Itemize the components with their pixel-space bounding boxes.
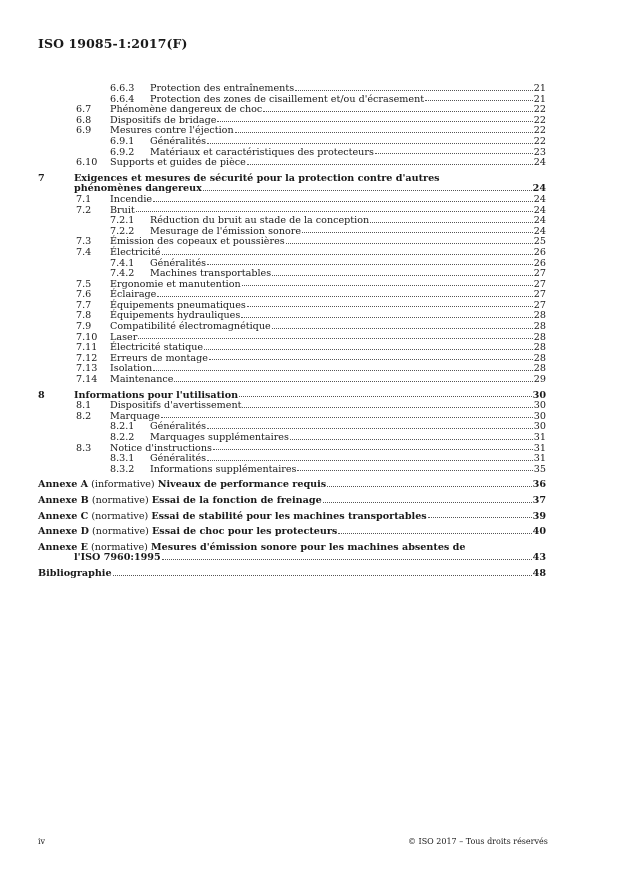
toc-title: Généralités	[150, 135, 207, 147]
toc-title: Incendie	[110, 193, 153, 205]
annex-label: Annexe C	[38, 510, 89, 522]
toc-page-number: 28	[533, 321, 546, 333]
leader-dots	[241, 317, 533, 318]
leader-dots	[174, 381, 532, 382]
toc-section-number: 7.4	[76, 246, 92, 258]
toc-page-number: 21	[533, 93, 546, 105]
toc-page-number: 35	[533, 463, 546, 475]
toc-title: Notice d'instructions	[110, 442, 212, 454]
toc-section-number: 6.9.2	[110, 146, 135, 158]
toc-page-number: 27	[533, 289, 546, 301]
toc-title: Compatibilité électromagnétique	[110, 321, 271, 333]
annex-kind: (normative)	[91, 541, 148, 553]
toc-title: Bruit	[110, 204, 135, 216]
toc-section-number: 7	[38, 172, 45, 184]
leader-dots	[242, 407, 532, 408]
toc-title: Matériaux et caractéristiques des protecteurs	[150, 146, 374, 158]
leader-dots	[272, 328, 533, 329]
toc-section-number: 7.13	[76, 363, 98, 375]
toc-page-number: 26	[533, 246, 546, 258]
toc-entry[interactable]	[38, 553, 546, 564]
leader-dots	[162, 254, 533, 255]
toc-annex-entry[interactable]	[38, 480, 546, 491]
toc-page-number: 27	[533, 268, 546, 280]
toc-section-number: 6.9.1	[110, 135, 135, 147]
toc-title: Marquages supplémentaires	[150, 432, 289, 443]
toc-section-number: 7.2.2	[110, 225, 135, 237]
annex-label: Annexe D	[38, 526, 89, 538]
annex-label: Annexe E	[38, 541, 88, 553]
leader-dots	[247, 164, 533, 165]
annex-title: Essai de la fonction de freinage	[151, 494, 322, 506]
toc-page-number: 27	[533, 299, 546, 311]
toc-section-number: 6.6.3	[110, 83, 135, 94]
toc-section-number: 7.9	[76, 321, 92, 333]
leader-dots	[153, 201, 533, 202]
toc-section-number: 8.2	[76, 410, 92, 422]
leader-dots	[272, 275, 533, 276]
annex-kind: (normative)	[91, 494, 149, 506]
toc-title: Électricité statique	[110, 342, 204, 354]
toc-page-number: 22	[533, 135, 546, 147]
leader-dots	[138, 338, 533, 339]
toc-page-number: 31	[533, 442, 546, 454]
toc-page-number: 30	[532, 389, 546, 401]
toc-page-number: 28	[533, 352, 546, 364]
toc-section-number: 8.2.1	[110, 421, 135, 433]
toc-page-number: 21	[533, 83, 546, 94]
leader-dots	[207, 428, 533, 429]
leader-dots	[295, 90, 533, 91]
leader-dots	[162, 559, 532, 560]
toc-title: Erreurs de montage	[110, 352, 208, 364]
toc-title: Maintenance	[110, 374, 174, 386]
toc-section-number: 7.11	[76, 342, 98, 354]
leader-dots	[425, 100, 533, 101]
toc-page-number: 26	[533, 257, 546, 269]
copyright-notice: © ISO 2017 – Tous droits réservés	[408, 837, 548, 846]
toc-title: Protection des zones de cisaillement et/ou d'écrasement	[150, 93, 425, 105]
toc-page-number: 39	[532, 510, 546, 522]
toc-page-number: 43	[532, 552, 546, 564]
toc-section-number: 7.1	[76, 193, 92, 205]
toc-page-number: 22	[533, 104, 546, 116]
toc-page-number: 23	[533, 146, 546, 158]
toc-section-number: 7.12	[76, 352, 98, 364]
toc-page-number: 28	[533, 310, 546, 322]
toc-page-number: 31	[533, 453, 546, 465]
toc-title: Dispositifs de bridage	[110, 114, 217, 126]
annex-kind: (normative)	[92, 526, 149, 538]
leader-dots	[235, 132, 533, 133]
table-of-contents	[38, 84, 546, 580]
toc-entry[interactable]	[38, 465, 546, 476]
annex-label: Annexe A	[38, 479, 89, 491]
toc-section-number: 7.4.1	[110, 257, 135, 269]
toc-section-number: 6.10	[76, 157, 98, 169]
toc-title: Machines transportables	[150, 268, 272, 280]
annex-title: Mesures d'émission sonore pour les machines absentes de	[150, 541, 466, 553]
leader-dots	[239, 396, 532, 397]
toc-page-number: 24	[533, 204, 546, 216]
toc-page-number: 24	[533, 225, 546, 237]
toc-section-number: 7.10	[76, 331, 98, 343]
toc-title: Mesures contre l'éjection	[110, 125, 234, 137]
toc-page-number: 40	[532, 526, 546, 538]
annex-label: Annexe B	[38, 494, 89, 506]
toc-annex-entry[interactable]	[38, 512, 546, 523]
toc-title: Électricité	[110, 246, 161, 258]
leader-dots	[161, 417, 533, 418]
toc-section-number: 7.4.2	[110, 268, 135, 280]
toc-title: l'ISO 7960:1995	[74, 552, 161, 564]
leader-dots	[203, 190, 532, 191]
toc-section-number: 7.14	[76, 374, 98, 386]
leader-dots	[113, 575, 532, 576]
toc-section-number: 8.3.1	[110, 453, 135, 465]
toc-page-number: 29	[533, 374, 546, 386]
toc-page-number: 27	[533, 278, 546, 290]
toc-page-number: 30	[533, 410, 546, 422]
leader-dots	[217, 121, 532, 122]
toc-section-number: 6.7	[76, 104, 92, 116]
toc-title: Supports et guides de pièce	[110, 157, 246, 169]
leader-dots	[207, 264, 533, 265]
toc-page-number: 31	[533, 432, 546, 443]
toc-title: Ergonomie et manutention	[110, 278, 241, 290]
leader-dots	[302, 232, 533, 233]
toc-page-number: 28	[533, 363, 546, 375]
toc-section-number: 7.2	[76, 204, 92, 216]
toc-section-number: 7.2.1	[110, 215, 135, 227]
leader-dots	[209, 359, 533, 360]
leader-dots	[157, 296, 532, 297]
annex-title: Essai de stabilité pour les machines transportables	[151, 510, 427, 522]
toc-title: Bibliographie	[38, 567, 112, 579]
leader-dots	[204, 349, 533, 350]
toc-section-number: 8.1	[76, 400, 92, 412]
toc-title: phénomènes dangereux	[74, 183, 202, 195]
toc-title: Dispositifs d'avertissement	[110, 400, 242, 412]
leader-dots	[136, 211, 533, 212]
leader-dots	[297, 470, 532, 471]
toc-page-number: 28	[533, 342, 546, 354]
toc-section-number: 8.3	[76, 442, 92, 454]
toc-section-number: 8	[38, 389, 45, 401]
leader-dots	[290, 439, 533, 440]
leader-dots	[263, 111, 533, 112]
leader-dots	[207, 143, 533, 144]
toc-title: Informations supplémentaires	[150, 463, 297, 475]
toc-entry[interactable]	[38, 195, 546, 206]
toc-section-number: 7.6	[76, 289, 92, 301]
toc-title: Informations pour l'utilisation	[74, 389, 239, 401]
leader-dots	[375, 153, 533, 154]
leader-dots	[242, 285, 533, 286]
toc-title: Généralités	[150, 257, 207, 269]
leader-dots	[338, 533, 531, 534]
toc-title: Marquage	[110, 410, 160, 422]
toc-title: Protection des entraînements	[150, 83, 295, 94]
toc-section-number: 7.8	[76, 310, 92, 322]
toc-entry[interactable]	[38, 84, 546, 95]
toc-page-number: 28	[533, 331, 546, 343]
leader-dots	[213, 449, 533, 450]
toc-title: Réduction du bruit au stade de la conception	[150, 215, 370, 227]
toc-section-number: 7.7	[76, 299, 92, 311]
toc-title: Laser	[110, 331, 138, 343]
toc-page-number: 22	[533, 125, 546, 137]
toc-page-number: 25	[533, 236, 546, 248]
page-number: iv	[38, 837, 46, 846]
toc-page-number: 48	[532, 567, 546, 579]
leader-dots	[286, 243, 533, 244]
toc-section-number: 8.3.2	[110, 463, 135, 475]
toc-entry[interactable]	[38, 137, 546, 148]
leader-dots	[327, 486, 531, 487]
toc-page-number: 30	[533, 400, 546, 412]
leader-dots	[153, 370, 533, 371]
toc-title: Mesurage de l'émission sonore	[150, 225, 302, 237]
annex-kind: (informative)	[91, 479, 155, 491]
toc-page-number: 24	[532, 183, 546, 195]
toc-section-number: 6.8	[76, 114, 92, 126]
toc-entry[interactable]	[38, 158, 546, 169]
toc-title: Phénomène dangereux de choc	[110, 104, 263, 116]
toc-title: Éclairage	[110, 289, 157, 301]
toc-title: Généralités	[150, 453, 207, 465]
toc-page-number: 24	[533, 157, 546, 169]
toc-page-number: 24	[533, 215, 546, 227]
leader-dots	[323, 502, 532, 503]
leader-dots	[428, 517, 532, 518]
toc-page-number: 24	[533, 193, 546, 205]
leader-dots	[207, 460, 533, 461]
toc-section-number: 7.3	[76, 236, 92, 248]
toc-title: Équipements pneumatiques	[110, 299, 246, 311]
toc-annex-entry[interactable]	[38, 527, 546, 538]
toc-title: Isolation	[110, 363, 153, 375]
toc-section-number: 8.2.2	[110, 432, 135, 443]
toc-section-number: 7.5	[76, 278, 92, 290]
toc-title: Équipements hydrauliques	[110, 310, 241, 322]
toc-title: Émission des copeaux et poussières	[110, 236, 285, 248]
toc-page-number: 37	[532, 494, 546, 506]
toc-page-number: 36	[532, 479, 546, 491]
document-id-header: ISO 19085-1:2017(F)	[38, 36, 188, 51]
toc-title: Généralités	[150, 421, 207, 433]
toc-title: Exigences et mesures de sécurité pour la protection contre d'autres	[74, 172, 440, 184]
toc-page-number: 22	[533, 114, 546, 126]
annex-title: Essai de choc pour les protecteurs	[151, 526, 338, 538]
leader-dots	[247, 306, 533, 307]
toc-annex-entry[interactable]	[38, 496, 546, 507]
toc-page-number: 30	[533, 421, 546, 433]
annex-title: Niveaux de performance requis	[157, 479, 327, 491]
leader-dots	[370, 222, 533, 223]
toc-entry[interactable]	[38, 375, 546, 386]
toc-section-number: 6.6.4	[110, 93, 135, 105]
toc-entry[interactable]	[38, 569, 546, 580]
toc-entry[interactable]	[38, 433, 546, 444]
toc-section-number: 6.9	[76, 125, 92, 137]
toc-entry[interactable]	[38, 248, 546, 259]
annex-kind: (normative)	[91, 510, 149, 522]
